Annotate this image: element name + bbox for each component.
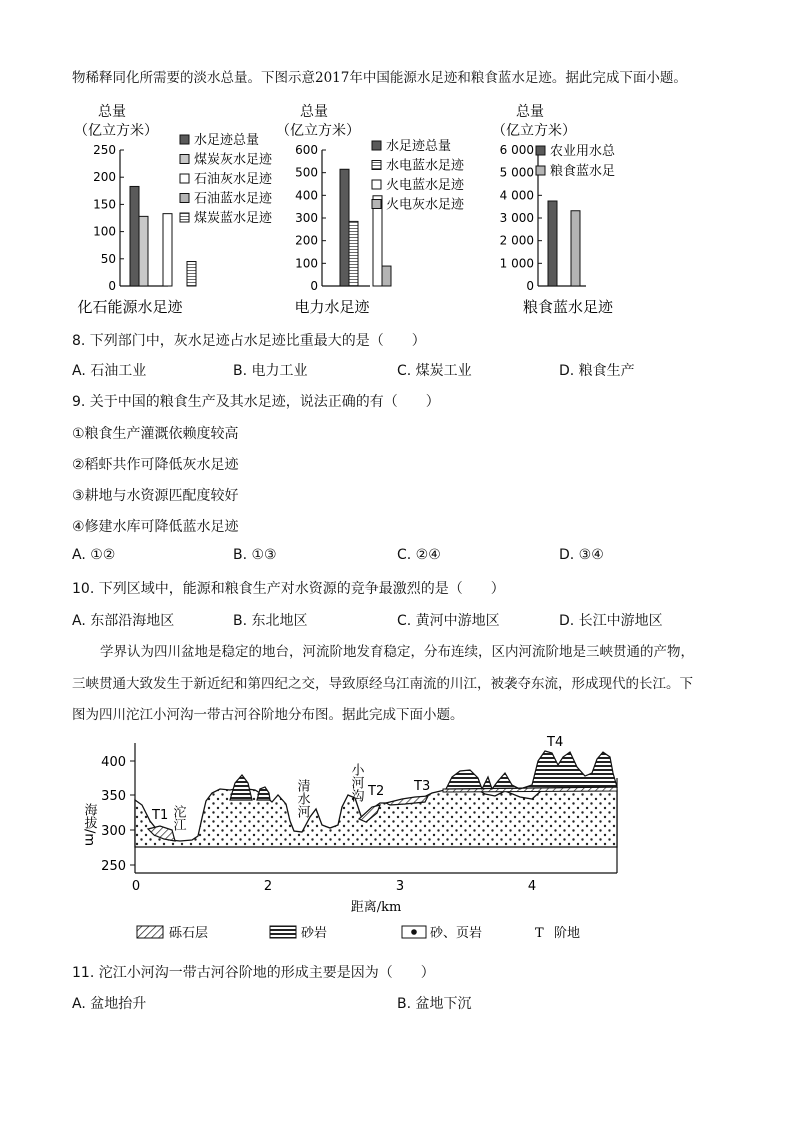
legend-swatch bbox=[372, 180, 381, 189]
profile-x-label: 距离/km bbox=[350, 900, 402, 915]
chart-ylabel-line2: （亿立方米） bbox=[492, 123, 576, 139]
chart-y-tick-label: 400 bbox=[295, 188, 318, 203]
chart-title: 化石能源水足迹 bbox=[77, 298, 183, 316]
legend-label: 水足迹总量 bbox=[386, 139, 452, 154]
chart-y-tick-label: 6 000 bbox=[499, 143, 534, 157]
bar-石油灰水足迹 bbox=[163, 214, 172, 286]
x-tick-4: 4 bbox=[527, 879, 537, 894]
legend-label: 石油蓝水足迹 bbox=[194, 191, 273, 207]
chart-y-tick-label: 0 bbox=[526, 279, 534, 293]
q9-option-a[interactable]: A. ①② bbox=[72, 547, 116, 563]
label-t1: T1 bbox=[152, 808, 169, 823]
power-chart bbox=[276, 104, 465, 316]
q9-option-c[interactable]: C. ②④ bbox=[397, 547, 441, 563]
chart-y-tick-label: 200 bbox=[295, 233, 318, 248]
fossil-energy-chart bbox=[74, 104, 273, 316]
q9-option-d[interactable]: D. ③④ bbox=[559, 547, 604, 563]
sandstone-peak-2 bbox=[257, 787, 270, 800]
legend-shale-label: 砂、页岩 bbox=[430, 926, 483, 941]
chart-y-tick-label: 0 bbox=[108, 279, 116, 293]
legend-label: 煤炭蓝水足迹 bbox=[194, 211, 273, 226]
legend-gravel-swatch bbox=[137, 926, 163, 938]
legend-swatch bbox=[536, 146, 545, 155]
profile-y-ticks bbox=[101, 755, 135, 874]
terrace-profile-diagram bbox=[80, 733, 640, 951]
label-t4: T4 bbox=[547, 735, 564, 750]
bar-火电灰水足迹 bbox=[382, 266, 391, 286]
bar-粮食蓝水足 bbox=[571, 211, 580, 286]
profile-x-ticks bbox=[132, 879, 536, 894]
q9-option-b[interactable]: B. ①③ bbox=[233, 547, 277, 563]
chart-ylabel-line2: （亿立方米） bbox=[276, 123, 360, 139]
legend-sandstone-swatch bbox=[270, 926, 296, 938]
legend-label: 水足迹总量 bbox=[194, 133, 260, 148]
chart-ylabel-line1: 总量 bbox=[516, 104, 544, 120]
q11-stem: 11. 沱江小河沟一带古河谷阶地的形成主要是因为（ ） bbox=[72, 965, 435, 981]
chart-y-tick-label: 150 bbox=[93, 197, 116, 212]
q10-option-c[interactable]: C. 黄河中游地区 bbox=[397, 613, 500, 629]
chart-y-tick-label: 250 bbox=[93, 143, 116, 157]
legend-swatch bbox=[372, 200, 381, 209]
q10-stem: 10. 下列区域中，能源和粮食生产对水资源的竞争最激烈的是（ ） bbox=[72, 581, 505, 597]
y-tick-350: 350 bbox=[101, 789, 126, 804]
bar-农业用水总 bbox=[548, 201, 557, 286]
y-tick-300: 300 bbox=[101, 824, 126, 839]
passage2-line2: 三峡贯通大致发生于新近纪和第四纪之交，导致原经乌江南流的川江，被袭夺东流，形成现代的长江。下 bbox=[72, 676, 693, 692]
label-tuojiang: 沱江 bbox=[170, 805, 186, 831]
legend-swatch bbox=[180, 135, 189, 144]
chart-title: 电力水足迹 bbox=[294, 298, 370, 316]
legend-swatch bbox=[180, 194, 189, 203]
q11-option-a[interactable]: A. 盆地抬升 bbox=[72, 996, 147, 1012]
chart-y-tick-label: 0 bbox=[310, 279, 318, 293]
q9-stem: 9. 关于中国的粮食生产及其水足迹，说法正确的有（ ） bbox=[72, 394, 440, 410]
y-tick-250: 250 bbox=[101, 859, 126, 874]
label-t2: T2 bbox=[368, 784, 385, 799]
passage2-line3: 图为四川沱江小河沟一带古河谷阶地分布图。据此完成下面小题。 bbox=[72, 707, 464, 723]
grain-chart bbox=[492, 104, 616, 316]
intro-text: 物稀释同化所需要的淡水总量。下图示意2017年中国能源水足迹和粮食蓝水足迹。据此完成下面小题。 bbox=[72, 70, 687, 86]
chart-ylabel-line1: 总量 bbox=[98, 104, 126, 120]
q10-option-d[interactable]: D. 长江中游地区 bbox=[559, 613, 663, 629]
bar-煤炭蓝水足迹 bbox=[187, 262, 196, 286]
q9-statement-4: ④修建水库可降低蓝水足迹 bbox=[72, 519, 239, 535]
chart-y-tick-label: 50 bbox=[100, 251, 116, 266]
legend-label: 粮食蓝水足 bbox=[550, 164, 616, 179]
legend-swatch bbox=[372, 141, 381, 150]
passage2-line1: 学界认为四川盆地是稳定的地台，河流阶地发育稳定，分布连续，区内河流阶地是三峡贯通的产物， bbox=[100, 644, 694, 660]
profile-y-label: 海拔/m bbox=[81, 803, 97, 847]
legend-terrace-symbol: T bbox=[535, 926, 544, 941]
legend-gravel-label: 砾石层 bbox=[169, 926, 209, 941]
legend-swatch bbox=[180, 155, 189, 164]
chart-ylabel-line1: 总量 bbox=[300, 104, 328, 120]
legend-label: 煤炭灰水足迹 bbox=[194, 152, 273, 168]
chart-y-tick-label: 200 bbox=[93, 170, 116, 185]
chart-y-tick-label: 4 000 bbox=[499, 188, 534, 203]
chart-y-tick-label: 300 bbox=[295, 211, 318, 225]
q8-option-a[interactable]: A. 石油工业 bbox=[72, 363, 147, 379]
q9-statement-3: ③耕地与水资源匹配度较好 bbox=[72, 488, 239, 504]
profile-legend bbox=[137, 925, 580, 941]
q11-option-b[interactable]: B. 盆地下沉 bbox=[397, 996, 472, 1012]
q8-option-b[interactable]: B. 电力工业 bbox=[233, 363, 308, 379]
sandstone-peak-1 bbox=[230, 775, 252, 800]
legend-swatch bbox=[180, 174, 189, 183]
q9-statement-2: ②稻虾共作可降低灰水足迹 bbox=[72, 457, 239, 473]
label-t3: T3 bbox=[414, 779, 431, 794]
bar-水足迹总量 bbox=[340, 169, 349, 286]
water-footprint-charts bbox=[60, 98, 730, 320]
bar-火电蓝水足迹 bbox=[373, 196, 382, 286]
q10-option-b[interactable]: B. 东北地区 bbox=[233, 613, 308, 629]
legend-swatch bbox=[372, 161, 381, 170]
bar-煤炭灰水足迹 bbox=[139, 216, 148, 286]
chart-y-tick-label: 500 bbox=[295, 165, 318, 180]
chart-ylabel-line2: （亿立方米） bbox=[74, 123, 158, 139]
chart-y-tick-label: 2 000 bbox=[499, 233, 534, 248]
chart-y-tick-label: 5 000 bbox=[499, 165, 534, 180]
bar-水足迹总量 bbox=[130, 186, 139, 286]
chart-y-tick-label: 3 000 bbox=[499, 211, 534, 225]
chart-y-tick-label: 1 000 bbox=[499, 256, 534, 271]
bar-水电蓝水足迹 bbox=[349, 221, 358, 286]
x-tick-0: 0 bbox=[131, 879, 141, 894]
legend-label: 农业用水总 bbox=[550, 144, 616, 159]
x-tick-2: 2 bbox=[263, 879, 273, 894]
y-tick-400: 400 bbox=[101, 755, 126, 770]
q9-statement-1: ①粮食生产灌溉依赖度较高 bbox=[72, 426, 239, 442]
legend-label: 火电灰水足迹 bbox=[386, 197, 465, 213]
legend-swatch bbox=[180, 213, 189, 222]
legend-label: 水电蓝水足迹 bbox=[386, 158, 465, 174]
chart-title: 粮食蓝水足迹 bbox=[522, 298, 614, 316]
x-tick-3: 3 bbox=[395, 879, 405, 894]
sandstone-t4 bbox=[446, 751, 617, 789]
legend-label: 石油灰水足迹 bbox=[194, 172, 273, 187]
q8-stem: 8. 下列部门中，灰水足迹占水足迹比重最大的是（ ） bbox=[72, 333, 426, 349]
q8-option-c[interactable]: C. 煤炭工业 bbox=[397, 363, 472, 379]
chart-y-tick-label: 100 bbox=[295, 256, 318, 271]
chart-y-tick-label: 100 bbox=[93, 224, 116, 239]
q10-option-a[interactable]: A. 东部沿海地区 bbox=[72, 613, 175, 629]
legend-terrace-label: 阶地 bbox=[554, 926, 581, 941]
label-qingshuihe: 清水河 bbox=[294, 779, 310, 818]
label-xiaohegou: 小河沟 bbox=[348, 763, 364, 802]
q8-option-d[interactable]: D. 粮食生产 bbox=[559, 363, 635, 379]
legend-sandstone-label: 砂岩 bbox=[301, 926, 328, 941]
chart-y-tick-label: 600 bbox=[295, 143, 318, 157]
legend-swatch bbox=[536, 166, 545, 175]
legend-label: 火电蓝水足迹 bbox=[386, 178, 465, 193]
